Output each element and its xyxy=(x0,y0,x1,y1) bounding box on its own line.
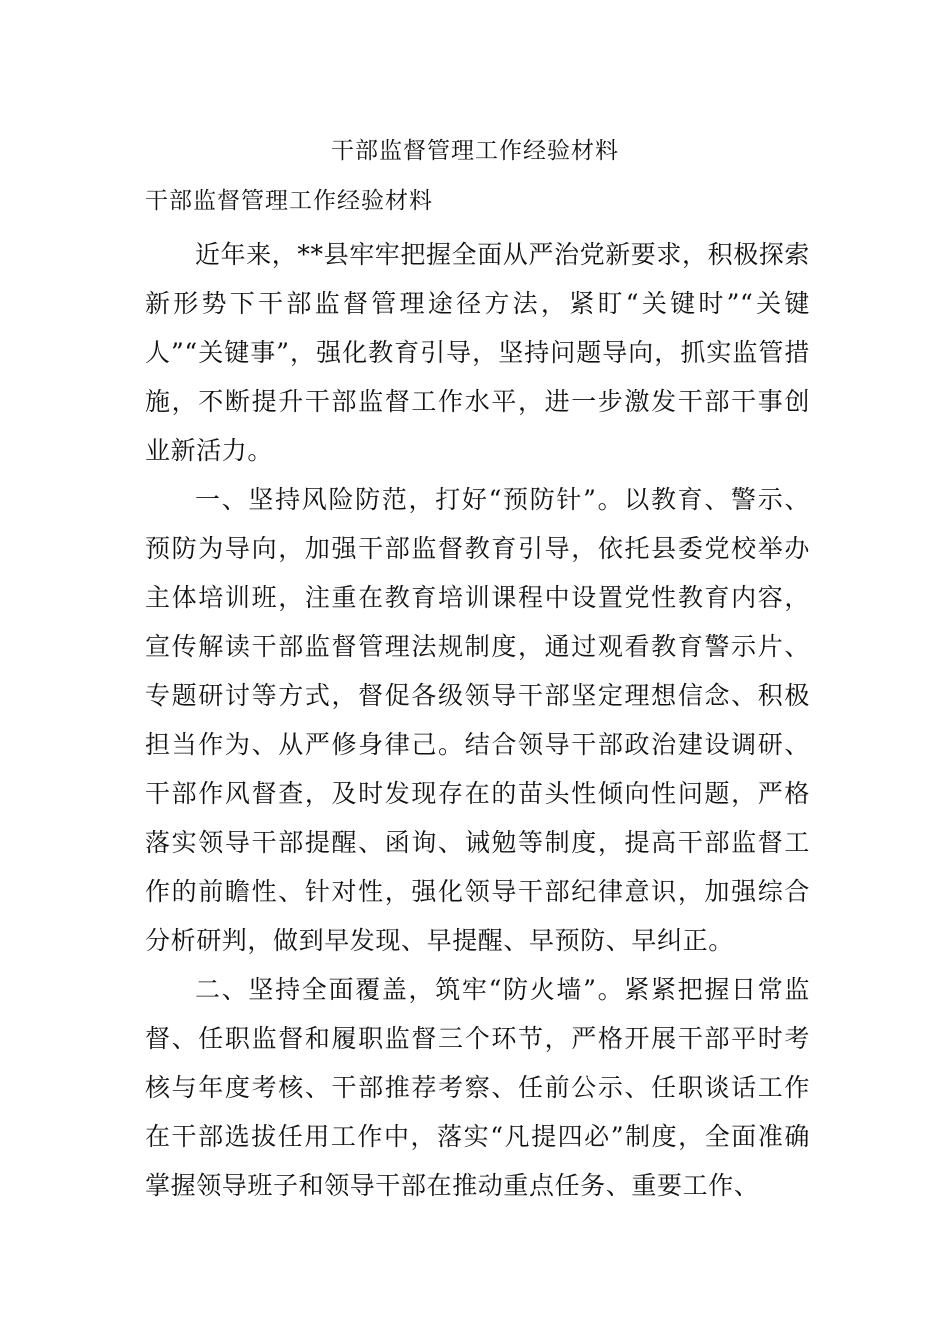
document-body xyxy=(145,230,810,1210)
paragraph-intro: 近年来，**县牢牢把握全面从严治党新要求，积极探索新形势下干部监督管理途径方法，紧盯“关键时”“关键人”“关键事”，强化教育引导，坚持问题导向，抓实监管措施，不断提升干部监督工作水平，进一步激发干部干事创业新活力。 xyxy=(145,240,811,465)
document-subtitle: 干部监督管理工作经验材料 xyxy=(145,188,433,214)
paragraph-section-1: 一、坚持风险防范，打好“预防针”。以教育、警示、预防为导向，加强干部监督教育引导，依托县委党校举办主体培训班，注重在教育培训课程中设置党性教育内容，宣传解读干部监督管理法规制度，通过观看教育警示片、专题研讨等方式，督促各级领导干部坚定理想信念、积极担当作为、从严修身律己。结合领导干部政治建设调研、干部作风督查，及时发现存在的苗头性倾向性问题，严格落实领导干部提醒、函询、诫勉等制度，提高干部监督工作的前瞻性、针对性，强化领导干部纪律意识，加强综合分析研判，做到早发现、早提醒、早预防、早纠正。 xyxy=(145,485,810,955)
document-title: 干部监督管理工作经验材料 xyxy=(331,138,619,164)
paragraph-section-2: 二、坚持全面覆盖，筑牢“防火墙”。紧紧把握日常监督、任职监督和履职监督三个环节，严格开展干部平时考核与年度考核、干部推荐考察、任前公示、任职谈话工作在干部选拔任用工作中，落实“凡提四必”制度，全面准确掌握领导班子和领导干部在推动重点任务、重要工作、 xyxy=(145,975,810,1200)
